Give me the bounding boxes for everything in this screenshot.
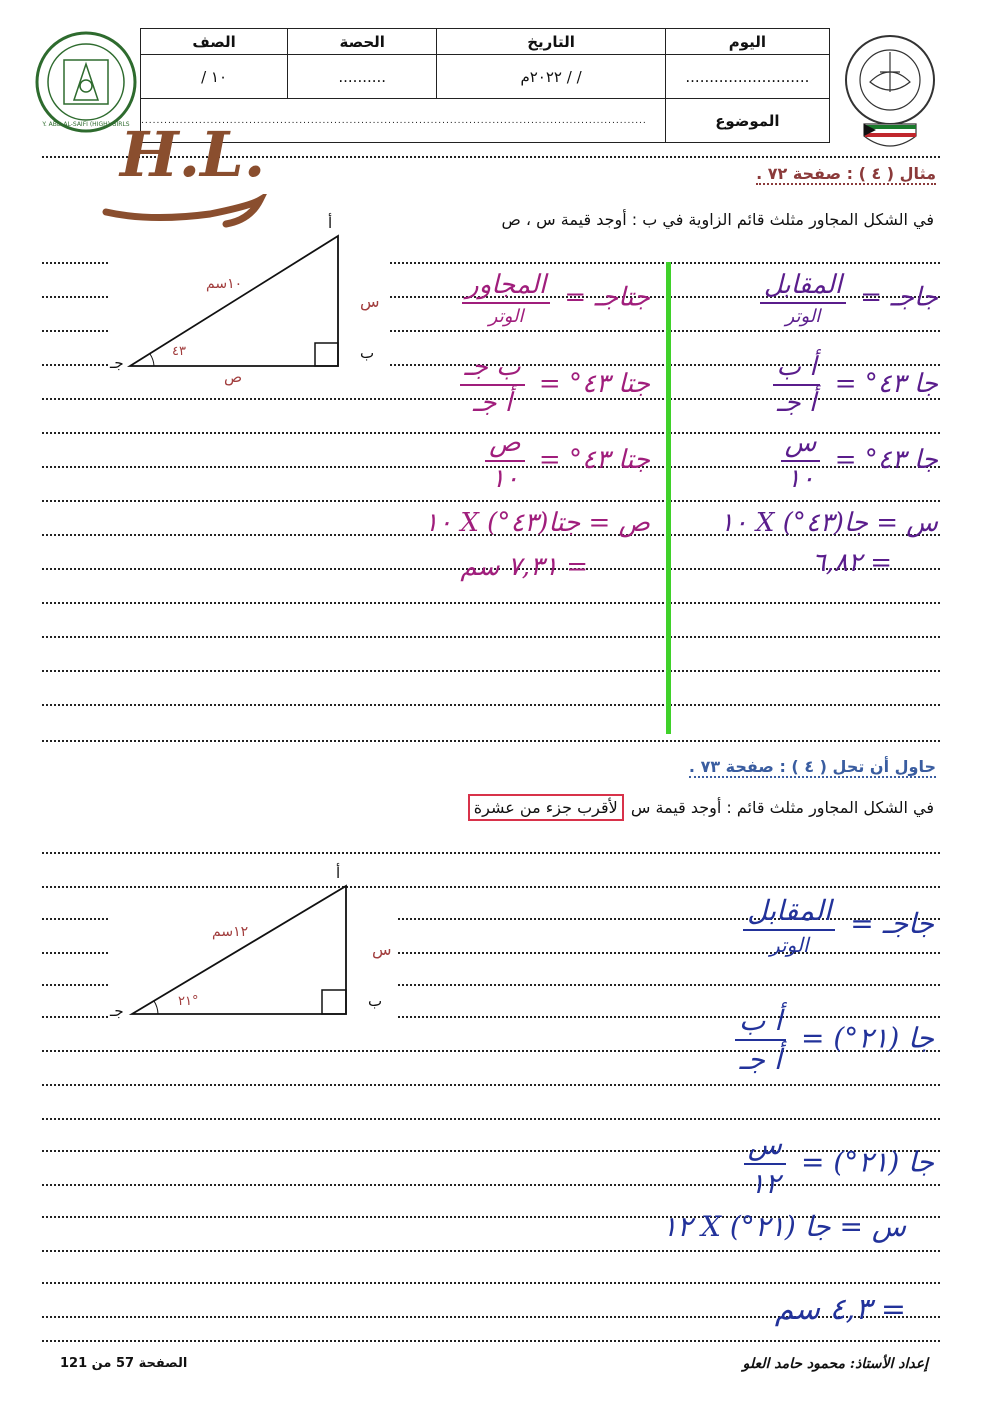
cos-l3-den: ١٠ xyxy=(490,464,519,494)
ex-l3-num: س xyxy=(744,1128,786,1165)
ex-l1-lhs: جاجـ = xyxy=(850,907,934,940)
example-prompt: في الشكل المجاور مثلث قائم الزاوية في ب : أوجد قيمة س ، ص xyxy=(501,210,934,229)
cos-l2-num: ب جـ xyxy=(460,352,524,386)
emblem-logo xyxy=(834,32,946,154)
sin-l2-num: أ ب xyxy=(773,352,821,386)
cos-line-5: = ٧,٣١ سم xyxy=(460,552,588,582)
ex-line-5: = ٤,٣ سم xyxy=(774,1292,906,1327)
footer-page: الصفحة 57 من 121 xyxy=(60,1356,188,1371)
sin-line-4: س = جا(٤٣°) X ١٠ xyxy=(719,508,938,538)
sin-l1-den: الوتر xyxy=(785,306,821,327)
school-logo-text: Y. ABD AL-SAIFI (HIGH) GIRLS xyxy=(42,121,130,128)
ex-vertex-c: جـ xyxy=(110,1002,124,1020)
exercise-prompt: في الشكل المجاور مثلث قائم : أوجد قيمة س xyxy=(630,798,934,817)
cos-l2-lhs: جتا ٤٣° = xyxy=(538,369,650,399)
handwritten-mark xyxy=(100,116,270,236)
rule-line xyxy=(42,602,940,604)
date-value: / / ٢٠٢٢م xyxy=(437,55,665,99)
ex-line-4: س = جا (٢١°) X ١٢ xyxy=(662,1210,906,1243)
subject-label: الموضوع xyxy=(665,99,829,143)
rule-line xyxy=(42,1084,940,1086)
cos-l3-num: ص xyxy=(485,428,524,462)
ex-l3-lhs: جا (٢١°) = xyxy=(800,1145,934,1179)
ex-l3-den: ١٢ xyxy=(749,1167,780,1200)
sin-line-3 xyxy=(775,428,938,494)
rule-line xyxy=(42,704,940,706)
cos-line-1 xyxy=(456,270,650,327)
ex-line-2 xyxy=(729,1004,934,1076)
side-y-label: ص xyxy=(224,368,243,386)
rule-line xyxy=(42,740,940,742)
cos-l2-den: أ جـ xyxy=(472,388,512,418)
triangle-figure-2 xyxy=(108,862,398,1026)
sin-l1-lhs: جاجـ = xyxy=(860,282,938,313)
ex-line-1 xyxy=(737,894,934,957)
ex-l2-num: أ ب xyxy=(735,1004,786,1041)
rule-line xyxy=(42,670,940,672)
vertex-c: جـ xyxy=(110,354,124,372)
ex-side-x-label: س xyxy=(372,940,392,959)
cos-line-4: ص = جتا(٤٣°) X ١٠ xyxy=(424,508,650,538)
cos-l1-lhs: جتاجـ = xyxy=(564,282,650,313)
exercise-boxed-text: لأقرب جزء من عشرة xyxy=(468,794,624,821)
example-title: مثال ( ٤ ) : صفحة ٧٢ . xyxy=(756,164,936,183)
rule-line xyxy=(42,500,940,502)
sin-l3-num: س xyxy=(781,428,821,462)
class-value: ١٠ / xyxy=(141,55,288,99)
rule-line xyxy=(42,1118,940,1120)
triangle-figure-1 xyxy=(110,214,390,386)
rule-line xyxy=(42,1282,940,1284)
exercise-prompt-row xyxy=(468,794,934,821)
ex-hypotenuse-label: ١٢سم xyxy=(212,924,249,940)
sin-line-5: = ٦,٨٢ xyxy=(811,548,892,578)
class-label: الصف xyxy=(141,29,288,55)
footer-teacher: إعداد الأستاذ: محمود حامد العلو xyxy=(742,1356,928,1372)
sin-l2-lhs: جا ٤٣° = xyxy=(834,369,938,399)
day-label: اليوم xyxy=(665,29,829,55)
ex-angle-label: ٢١° xyxy=(178,994,199,1009)
vertex-b: ب xyxy=(360,344,375,362)
sin-l1-num: المقابل xyxy=(760,270,846,304)
cos-l1-den: الوتر xyxy=(488,306,524,327)
cos-line-3 xyxy=(479,428,650,494)
rule-line xyxy=(42,852,940,854)
rule-line xyxy=(42,636,940,638)
rule-line xyxy=(42,1250,940,1252)
sin-l3-den: ١٠ xyxy=(786,464,815,494)
exercise-title: حاول أن تحل ( ٤ ) : صفحة ٧٣ . xyxy=(688,757,936,776)
ex-l2-lhs: جا (٢١°) = xyxy=(800,1021,934,1055)
sin-l3-lhs: جا ٤٣° = xyxy=(834,445,938,475)
angle-label: ٤٣ xyxy=(172,344,186,359)
sin-l2-den: أ جـ xyxy=(776,388,817,418)
subject-value: ................................................................................................................................... xyxy=(141,99,666,143)
side-x-label: س xyxy=(360,292,380,311)
sin-line-1 xyxy=(754,270,938,327)
ex-l2-den: أ جـ xyxy=(739,1043,782,1076)
hypotenuse-label: ١٠سم xyxy=(206,276,243,292)
ex-vertex-a: أ xyxy=(336,864,341,882)
ex-vertex-b: ب xyxy=(368,992,383,1010)
ex-l1-num: المقابل xyxy=(743,894,835,931)
column-divider xyxy=(666,262,671,734)
cos-line-2 xyxy=(454,352,650,418)
handwritten-mark-text: H.L. xyxy=(120,118,266,191)
date-label: التاريخ xyxy=(437,29,665,55)
sin-line-2 xyxy=(767,352,939,418)
day-value: .......................... xyxy=(665,55,829,99)
ex-line-3 xyxy=(738,1128,934,1200)
period-label: الحصة xyxy=(288,29,437,55)
ex-l1-den: الوتر xyxy=(769,933,809,957)
cos-l3-lhs: جتا ٤٣° = xyxy=(538,445,650,475)
vertex-a: أ xyxy=(328,214,333,232)
rule-line xyxy=(42,1340,940,1342)
period-value: .......... xyxy=(288,55,437,99)
cos-l1-num: المجاور xyxy=(462,270,550,304)
